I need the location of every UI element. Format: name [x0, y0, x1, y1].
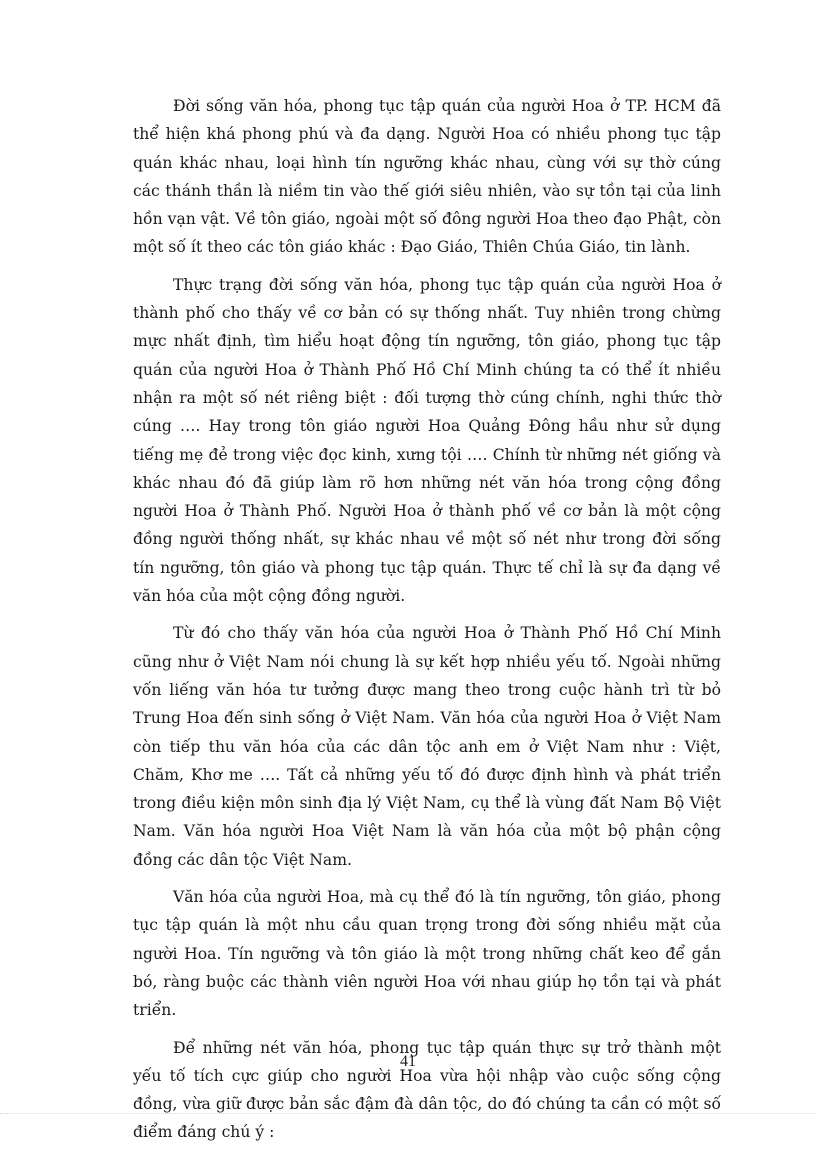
paragraph-5: Để những nét văn hóa, phong tục tập quán thực sự trở thành một yếu tố tích cực giúp cho người Hoa vừa hội nhập vào cuộc sống cộng đồng, vừa giữ được bản sắc đậm đà dân tộc, do đó chúng ta cần có một số điểm đáng chú ý :	[133, 1038, 721, 1142]
body-text	[133, 92, 721, 1156]
page-number: 41	[400, 1053, 416, 1070]
paragraph-2: Thực trạng đời sống văn hóa, phong tục tập quán của người Hoa ở thành phố cho thấy về cơ bản có sự thống nhất. Tuy nhiên trong chừng mực nhất định, tìm hiểu hoạt động tín ngưỡng, tôn giáo, phong tục tập quán của người Hoa ở Thành Phố Hồ Chí Minh chúng ta có thể ít nhiều nhận ra một số nét riêng biệt : đối tượng thờ cúng chính, nghi thức thờ cúng …. Hay trong tôn giáo người Hoa Quảng Đông hầu như sử dụng tiếng mẹ đẻ trong việc đọc kinh, xưng tội …. Chính từ những nét giống và khác nhau đó đã giúp làm rõ hơn những nét văn hóa trong cộng đồng người Hoa ở Thành Phố. Người Hoa ở thành phố về cơ bản là một cộng đồng người thống nhất, sự khác nhau về một số nét như trong đời sống tín ngưỡng, tôn giáo và phong tục tập quán. Thực tế chỉ là sự đa dạng về văn hóa của một cộng đồng người.	[133, 275, 721, 606]
paragraph-1: Đời sống văn hóa, phong tục tập quán của người Hoa ở TP. HCM đã thể hiện khá phong phú và đa dạng. Người Hoa có nhiều phong tục tập quán khác nhau, loại hình tín ngưỡng khác nhau, cùng với sự thờ cúng các thánh thần là niềm tin vào thế giới siêu nhiên, vào sự tồn tại của linh hồn vạn vật. Về tôn giáo, ngoài một số đông người Hoa theo đạo Phật, còn một số ít theo các tôn giáo khác : Đạo Giáo, Thiên Chúa Giáo, tin lành.	[133, 97, 721, 257]
page-bottom-divider	[0, 1113, 816, 1114]
paragraph-3: Từ đó cho thấy văn hóa của người Hoa ở Thành Phố Hồ Chí Minh cũng như ở Việt Nam nói chung là sự kết hợp nhiều yếu tố. Ngoài những vốn liếng văn hóa tư tưởng được mang theo trong cuộc hành trì từ bỏ Trung Hoa đến sinh sống ở Việt Nam. Văn hóa của người Hoa ở Việt Nam còn tiếp thu văn hóa của các dân tộc anh em ở Việt Nam như : Việt, Chăm, Khơ me …. Tất cả những yếu tố đó được định hình và phát triển trong điều kiện môn sinh địa lý Việt Nam, cụ thể là vùng đất Nam Bộ Việt Nam. Văn hóa người Hoa Việt Nam là văn hóa của một bộ phận cộng đồng các dân tộc Việt Nam.	[133, 624, 721, 869]
paragraph-4: Văn hóa của người Hoa, mà cụ thể đó là tín ngưỡng, tôn giáo, phong tục tập quán là một nhu cầu quan trọng trong đời sống nhiều mặt của người Hoa. Tín ngưỡng và tôn giáo là một trong những chất keo để gắn bó, ràng buộc các thành viên người Hoa với nhau giúp họ tồn tại và phát triển.	[133, 888, 721, 1020]
